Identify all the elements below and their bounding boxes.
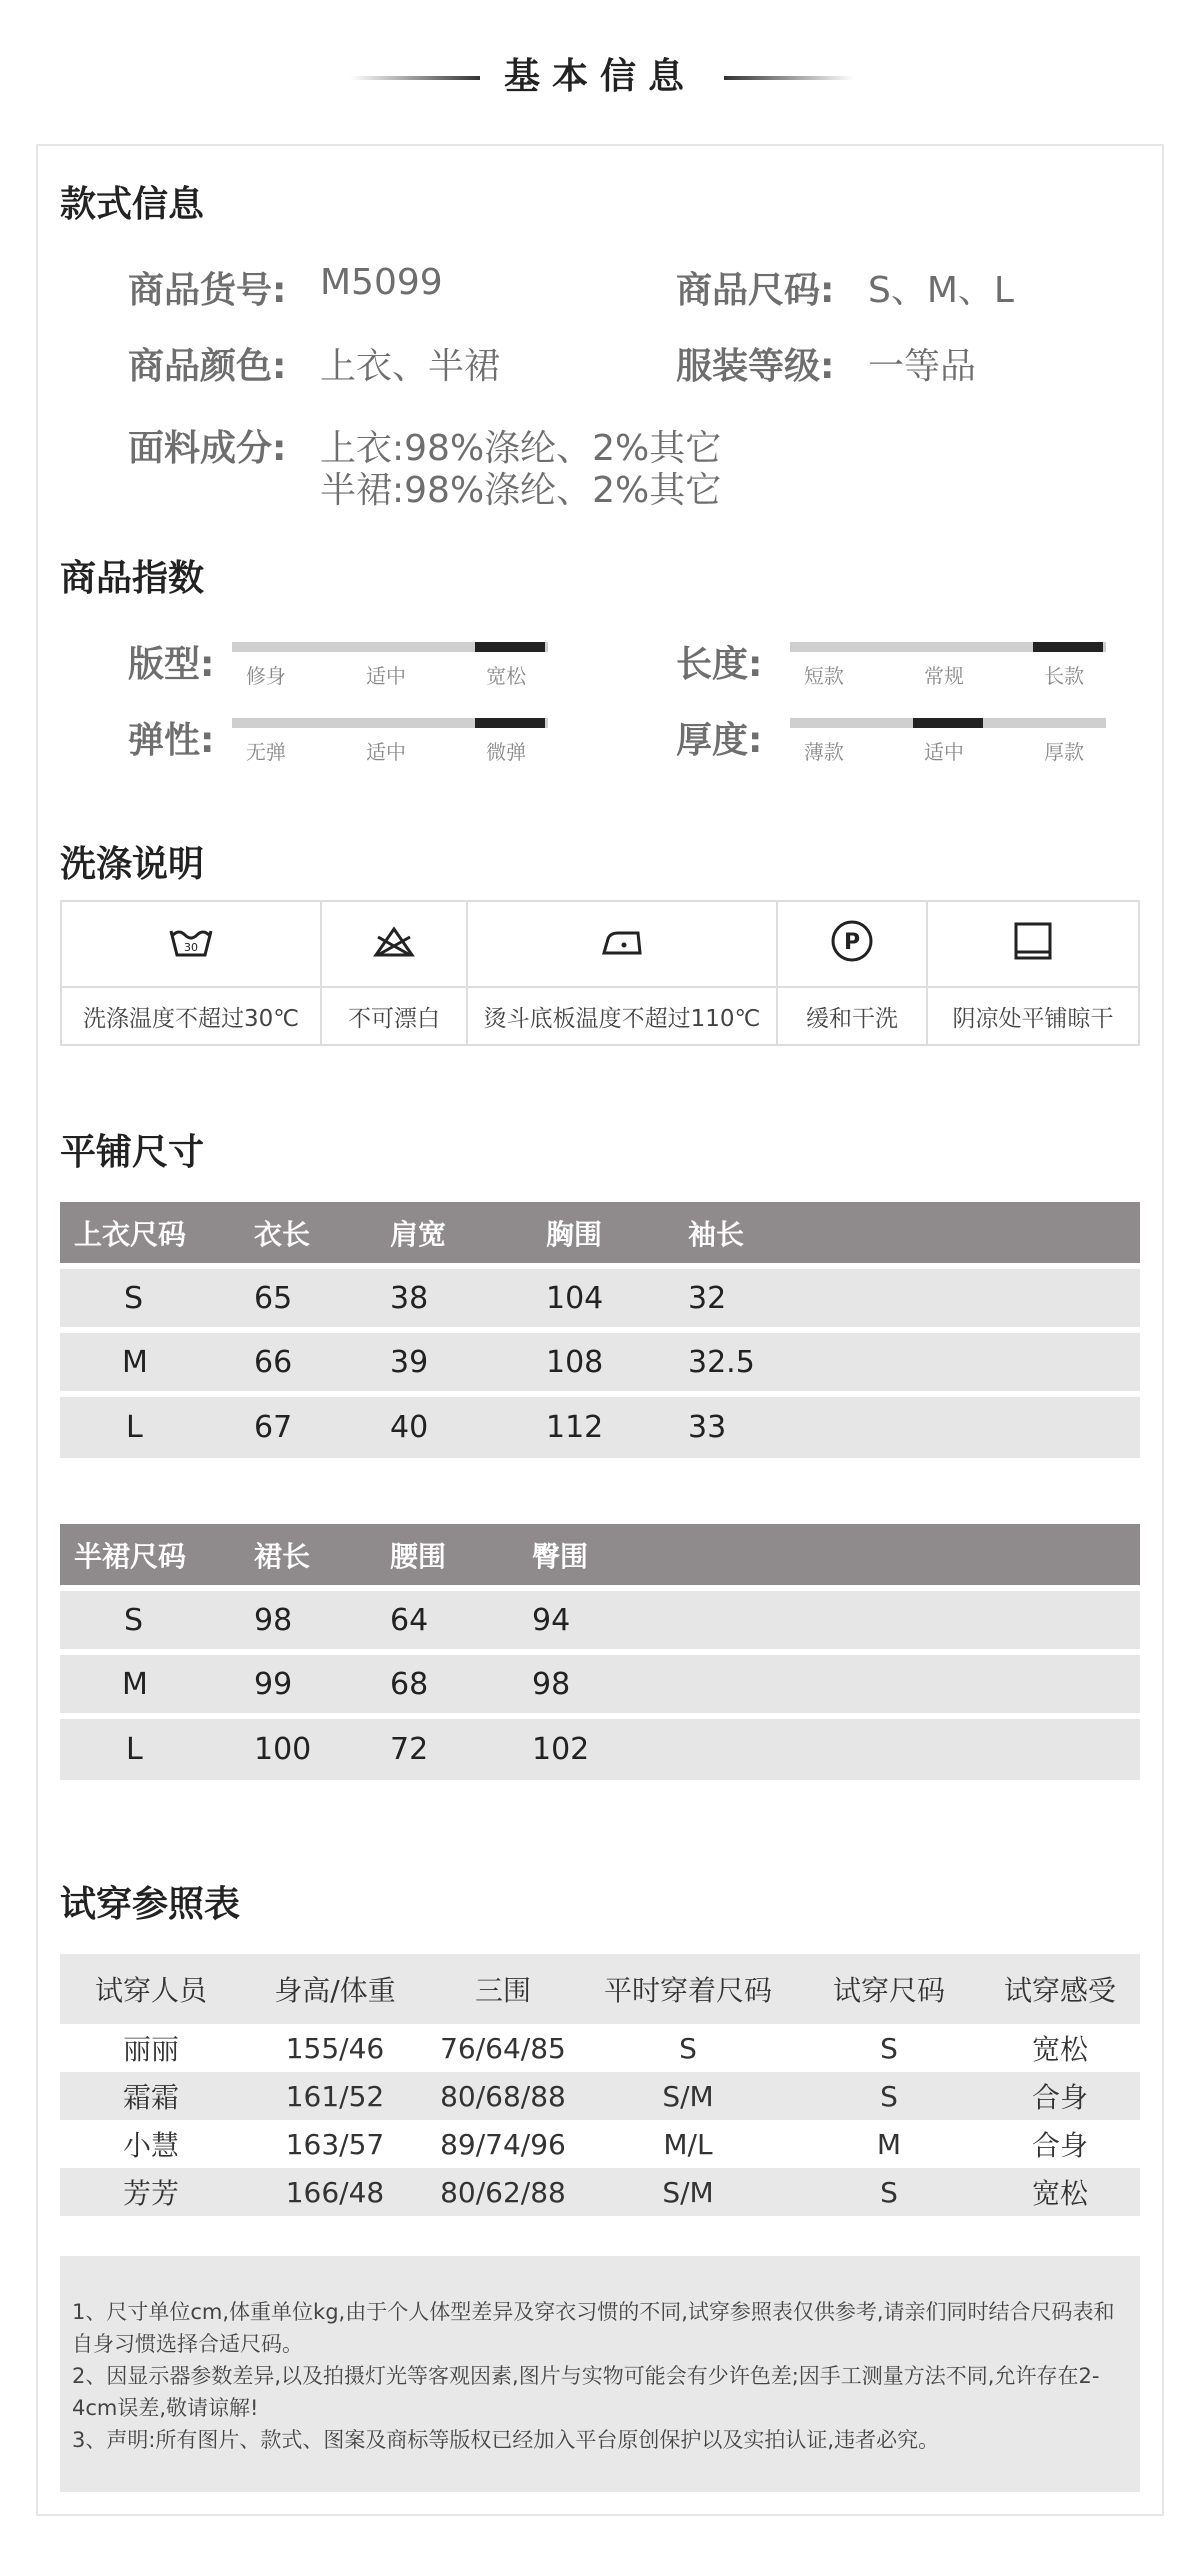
index-tick-label: 薄款 [803,740,844,764]
index-tick-label: 适中 [366,740,406,764]
top-size-table [60,1202,1140,1458]
index-marker-thickness [913,718,983,728]
table-row: 霜霜 161/52 80/68/88 S/M S 合身 [60,2072,1140,2120]
note-2: 2、因显示器参数差异,以及拍摄灯光等客观因素,图片与实物可能会有少许色差;因手工测量方法不同,允许存在2-4cm误差,敬请谅解! [72,2364,1100,2420]
care-title: 洗涤说明 [60,844,205,885]
index-tick-label: 微弹 [486,740,527,764]
skirt-header-waist: 腰围 [390,1539,447,1573]
grade-label: 服装等级: [676,346,835,387]
svg-text:P: P [843,930,861,955]
care-text-dryclean: 缓和干洗 [777,987,927,1045]
care-cell-bleach [321,901,467,987]
index-marker-fit [475,642,545,652]
iron-icon [598,921,646,961]
skirt-header-length: 裙长 [254,1539,311,1573]
notes-box [60,2256,1140,2492]
size-label: 商品尺码: [676,270,835,311]
care-cell-dry [927,901,1139,987]
index-tick-label: 宽松 [486,664,527,688]
item-no-value: M5099 [320,262,443,303]
color-value: 上衣、半裙 [320,346,501,387]
table-row: 丽丽 155/46 76/64/85 S S 宽松 [122,2031,1088,2066]
fabric-value-skirt: 半裙:98%涤纶、2%其它 [320,470,722,511]
index-tick-label: 修身 [245,664,286,688]
index-label-thickness: 厚度: [676,720,763,761]
index-tick-label: 适中 [924,740,964,764]
style-info-title: 款式信息 [60,184,205,225]
care-cell-iron [467,901,777,987]
wash-30-icon [167,921,215,961]
table-row: L 100 72 102 [60,1716,1140,1780]
fabric-label: 面料成分: [128,428,287,469]
top-header-shoulder: 肩宽 [390,1217,447,1251]
fitting-table [60,1954,1140,2216]
index-label-fit: 版型: [128,644,215,685]
note-1: 1、尺寸单位cm,体重单位kg,由于个人体型差异及穿衣习惯的不同,试穿参照表仅供参考,请亲们同时结合尺码表和自身习惯选择合适尺码。 [72,2300,1115,2356]
size-value: S、M、L [868,270,1014,311]
index-tick-label: 适中 [366,664,406,688]
index-tick-label: 长款 [1044,664,1085,688]
top-header-size: 上衣尺码 [74,1217,187,1251]
svg-text:30: 30 [184,941,198,954]
top-header-length: 衣长 [254,1217,311,1251]
index-tick-label: 厚款 [1044,740,1085,764]
fit-header-person: 试穿人员 [60,1954,242,2024]
page-title: 基本信息 [503,56,696,97]
index-label-elasticity: 弹性: [128,720,215,761]
grade-value: 一等品 [868,346,977,387]
index-label-length: 长度: [676,644,763,685]
note-3: 3、声明:所有图片、款式、图案及商标等版权已经加入平台原创保护以及实拍认证,违者必究。 [72,2428,940,2452]
table-row: S 65 38 104 32 [60,1266,1140,1330]
fit-header-measurements: 三围 [428,1954,578,2024]
index-marker-elasticity [475,718,545,728]
index-title: 商品指数 [60,558,205,599]
table-row: 小慧 163/57 89/74/96 M/L M 合身 [122,2127,1088,2162]
fit-header-trial-size: 试穿尺码 [798,1954,980,2024]
care-cell-wash [61,901,321,987]
index-tick-label: 常规 [924,664,964,688]
fit-header-feeling: 试穿感受 [980,1954,1140,2024]
table-row: L 67 40 112 33 [60,1394,1140,1458]
index-tick-label: 无弹 [245,740,286,764]
color-label: 商品颜色: [128,346,287,387]
skirt-size-table [60,1524,1140,1780]
care-table [60,900,1140,1046]
fit-header-height-weight: 身高/体重 [242,1954,428,2024]
fabric-value-top: 上衣:98%涤纶、2%其它 [320,428,722,469]
fit-header-usual-size: 平时穿着尺码 [578,1954,798,2024]
care-text-bleach: 不可漂白 [321,987,467,1045]
flat-size-title: 平铺尺寸 [60,1132,205,1173]
table-row: M 99 68 98 [60,1652,1140,1716]
index-marker-length [1033,642,1103,652]
fitting-title: 试穿参照表 [60,1884,241,1925]
top-header-chest: 胸围 [546,1217,603,1251]
table-row: M 66 39 108 32.5 [60,1330,1140,1394]
skirt-header-size: 半裙尺码 [74,1539,187,1573]
flat-dry-shade-icon [1011,919,1055,963]
table-row: S 98 64 94 [60,1588,1140,1652]
care-text-wash: 洗涤温度不超过30℃ [61,987,321,1045]
care-text-iron: 烫斗底板温度不超过110℃ [467,987,777,1045]
care-text-dry: 阴凉处平铺晾干 [927,987,1139,1045]
item-no-label: 商品货号: [128,270,287,311]
top-header-sleeve: 袖长 [688,1217,745,1251]
care-cell-dryclean [777,901,927,987]
table-row: 芳芳 166/48 80/62/88 S/M S 宽松 [60,2168,1140,2216]
dry-clean-p-icon [828,919,876,963]
index-tick-label: 短款 [803,664,844,688]
no-bleach-icon [370,921,418,961]
skirt-header-hip: 臀围 [532,1539,589,1573]
